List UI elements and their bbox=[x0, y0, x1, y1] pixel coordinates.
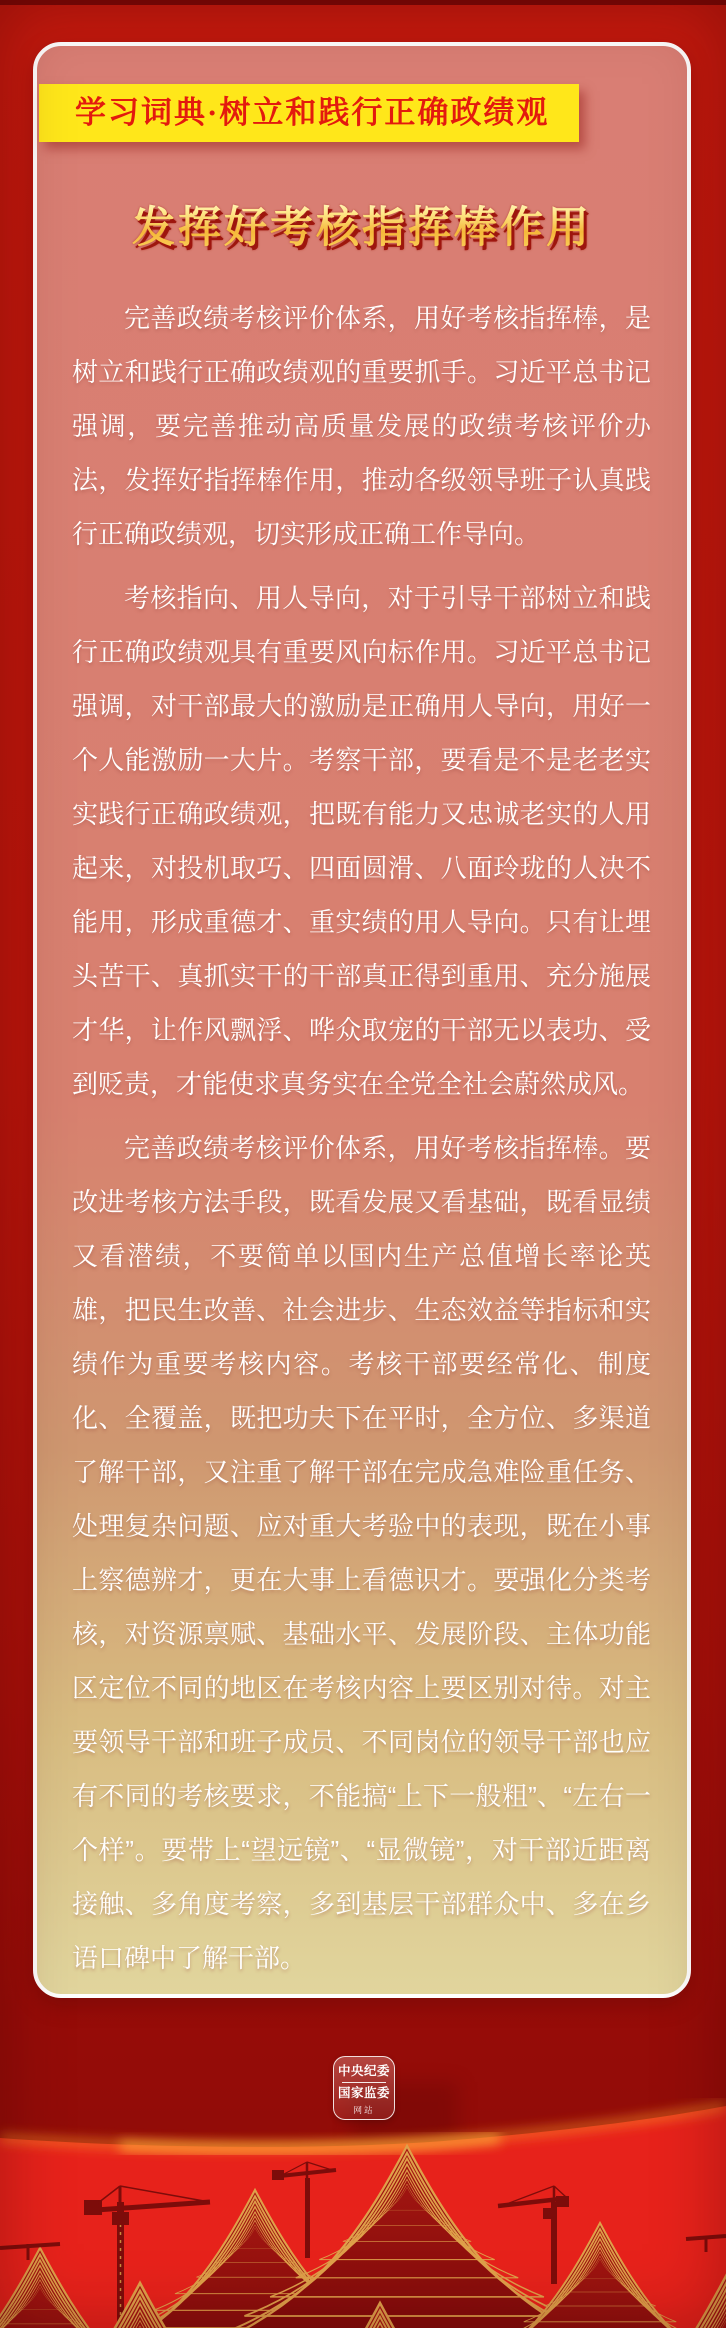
category-badge bbox=[39, 84, 579, 142]
article-paragraph: 完善政绩考核评价体系，用好考核指挥棒，是树立和践行正确政绩观的重要抓手。习近平总书记强调，要完善推动高质量发展的政绩考核评价办法，发挥好指挥棒作用，推动各级领导班子认真践行正确政绩观，切实形成正确工作导向。 bbox=[72, 303, 651, 549]
article-title: 发挥好考核指挥棒作用 bbox=[37, 194, 687, 255]
seal-org-line2: 国家监委 bbox=[337, 2086, 390, 2100]
seal-site-label: 网站 bbox=[353, 2105, 375, 2115]
article-paragraph: 完善政绩考核评价体系，用好考核指挥棒。要改进考核方法手段，既看发展又看基础，既看显绩又看潜绩，不要简单以国内生产总值增长率论英雄，把民生改善、社会进步、生态效益等指标和实绩作为重要考核内容。考核干部要经常化、制度化、全覆盖，既把功夫下在平时，全方位、多渠道了解干部，又注重了解干部在完成急难险重任务、处理复杂问题、应对重大考验中的表现，既在小事上察德辨才，更在大事上看德识才。要强化分类考核，对资源禀赋、基础水平、发展阶段、主体功能区定位不同的地区在考核内容上要区别对待。对主要领导干部和班子成员、不同岗位的领导干部也应有不同的考核要求，不能搞“上下一般粗”、“左右一个样”。要带上“望远镜”、“显微镜”，对干部近距离接触、多角度考察，多到基层干部群众中、多在乡语口碑中了解干部。 bbox=[72, 1133, 651, 1973]
seal-org-line1: 中央纪委 bbox=[337, 2064, 390, 2078]
article-body bbox=[37, 255, 687, 1985]
top-strip bbox=[0, 0, 726, 5]
article-paragraph: 考核指向、用人导向，对于引导干部树立和践行正确政绩观具有重要风向标作用。习近平总书记强调，对干部最大的激励是正确用人导向，用好一个人能激励一大片。考察干部，要看是不是老老实实践行正确政绩观，把既有能力又忠诚老实的人用起来，对投机取巧、四面圆滑、八面玲珑的人决不能用，形成重德才、重实绩的用人导向。只有让埋头苦干、真抓实干的干部真正得到重用、充分施展才华，让作风飘浮、哗众取宠的干部无以表功、受到贬责，才能使求真务实在全党全社会蔚然成风。 bbox=[72, 583, 651, 1099]
badge-label: 学习词典·树立和践行正确政绩观 bbox=[75, 95, 550, 130]
bottom-band bbox=[0, 2098, 726, 2328]
content-card bbox=[33, 42, 691, 1998]
seal-divider bbox=[342, 2082, 386, 2083]
